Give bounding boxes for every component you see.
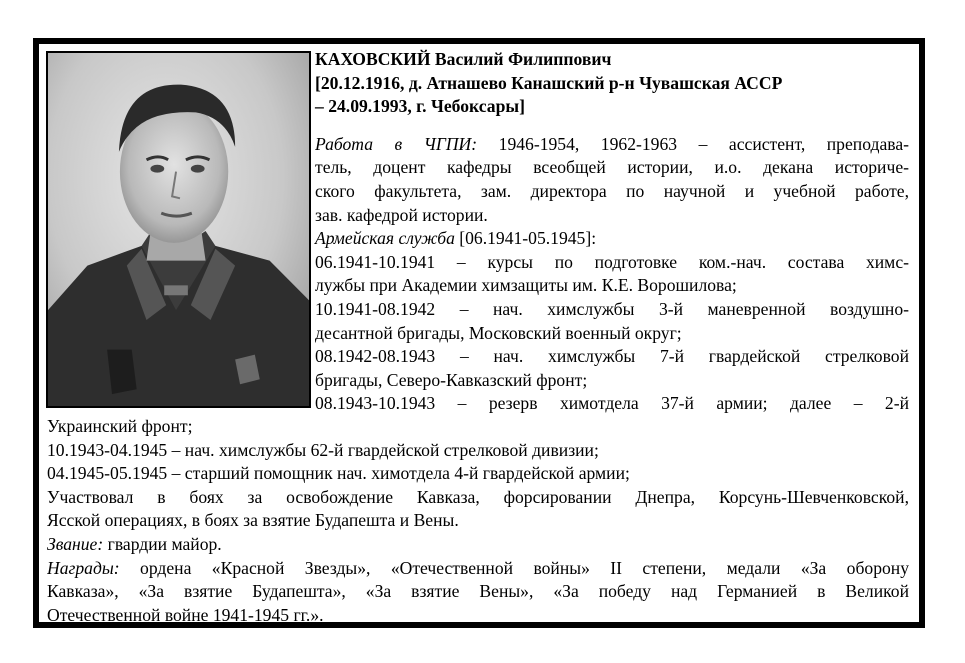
- work-line: Работа в ЧГПИ: 1946-1954, 1962-1963 – ассистент, преподава-: [315, 133, 909, 154]
- biography-card: [33, 38, 925, 628]
- person-name: КАХОВСКИЙ Василий Филиппович: [315, 49, 612, 69]
- upper-text-block: [315, 48, 909, 416]
- work-label: Работа в ЧГПИ:: [315, 133, 478, 154]
- awards-line: Награды: ордена «Красной Звезды», «Отечественной войны» II степени, медали «За оборону: [47, 557, 909, 578]
- army-line: лужбы при Академии химзащиты им. К.Е. Ворошилова;: [315, 275, 737, 296]
- rank-line: [47, 533, 909, 557]
- battles-line: Ясской операциях, в боях за взятие Будапешта и Вены.: [47, 510, 459, 531]
- army-label: Армейская служба: [315, 228, 455, 249]
- army-line: 10.1943-04.1945 – нач. химслужбы 62-й гвардейской стрелковой дивизии;: [47, 439, 599, 460]
- birth-info: [20.12.1916, д. Атнашево Канашский р-н Чувашская АССР: [315, 72, 783, 93]
- army-line: 04.1945-05.1945 – старший помощник нач. химотдела 4-й гвардейской армии;: [47, 463, 630, 484]
- awards-label: Награды:: [47, 557, 120, 578]
- rank-value: гвардии майор.: [103, 533, 222, 554]
- army-line: 10.1941-08.1942 – нач. химслужбы 3-й маневренной воздушно-: [315, 298, 909, 319]
- portrait-image: [48, 53, 309, 406]
- army-line: Украинский фронт;: [47, 416, 193, 436]
- army-line: десантной бригады, Московский военный округ;: [315, 322, 682, 343]
- awards-line: Отечественной войне 1941-1945 гг.».: [47, 604, 324, 625]
- work-line: ского факультета, зам. директора по научной и учебной работе,: [315, 180, 909, 201]
- army-line: 06.1941-10.1941 – курсы по подготовке ком.-нач. состава химс-: [315, 251, 909, 272]
- battles-line: Участвовал в боях за освобождение Кавказа, форсировании Днепра, Корсунь-Шевченковской,: [47, 486, 909, 507]
- death-info: – 24.09.1993, г. Чебоксары]: [315, 96, 525, 117]
- army-line: бригады, Северо-Кавказский фронт;: [315, 369, 588, 390]
- portrait-photo: [46, 51, 311, 408]
- work-line: тель, доцент кафедры всеобщей истории, и.о. декана историче-: [315, 157, 909, 178]
- spacer: [315, 119, 909, 133]
- army-line: 08.1942-08.1943 – нач. химслужбы 7-й гвардейской стрелковой: [315, 346, 909, 367]
- awards-line: Кавказа», «За взятие Будапешта», «За взятие Вены», «За победу над Германией в Великой: [47, 581, 909, 602]
- army-heading: Армейская служба [06.1941-05.1945]:: [315, 228, 597, 249]
- work-line: зав. кафедрой истории.: [315, 204, 488, 225]
- lower-text-block: [47, 415, 909, 627]
- rank-label: Звание:: [47, 533, 104, 554]
- army-line: 08.1943-10.1943 – резерв химотдела 37-й армии; далее – 2-й: [315, 393, 909, 414]
